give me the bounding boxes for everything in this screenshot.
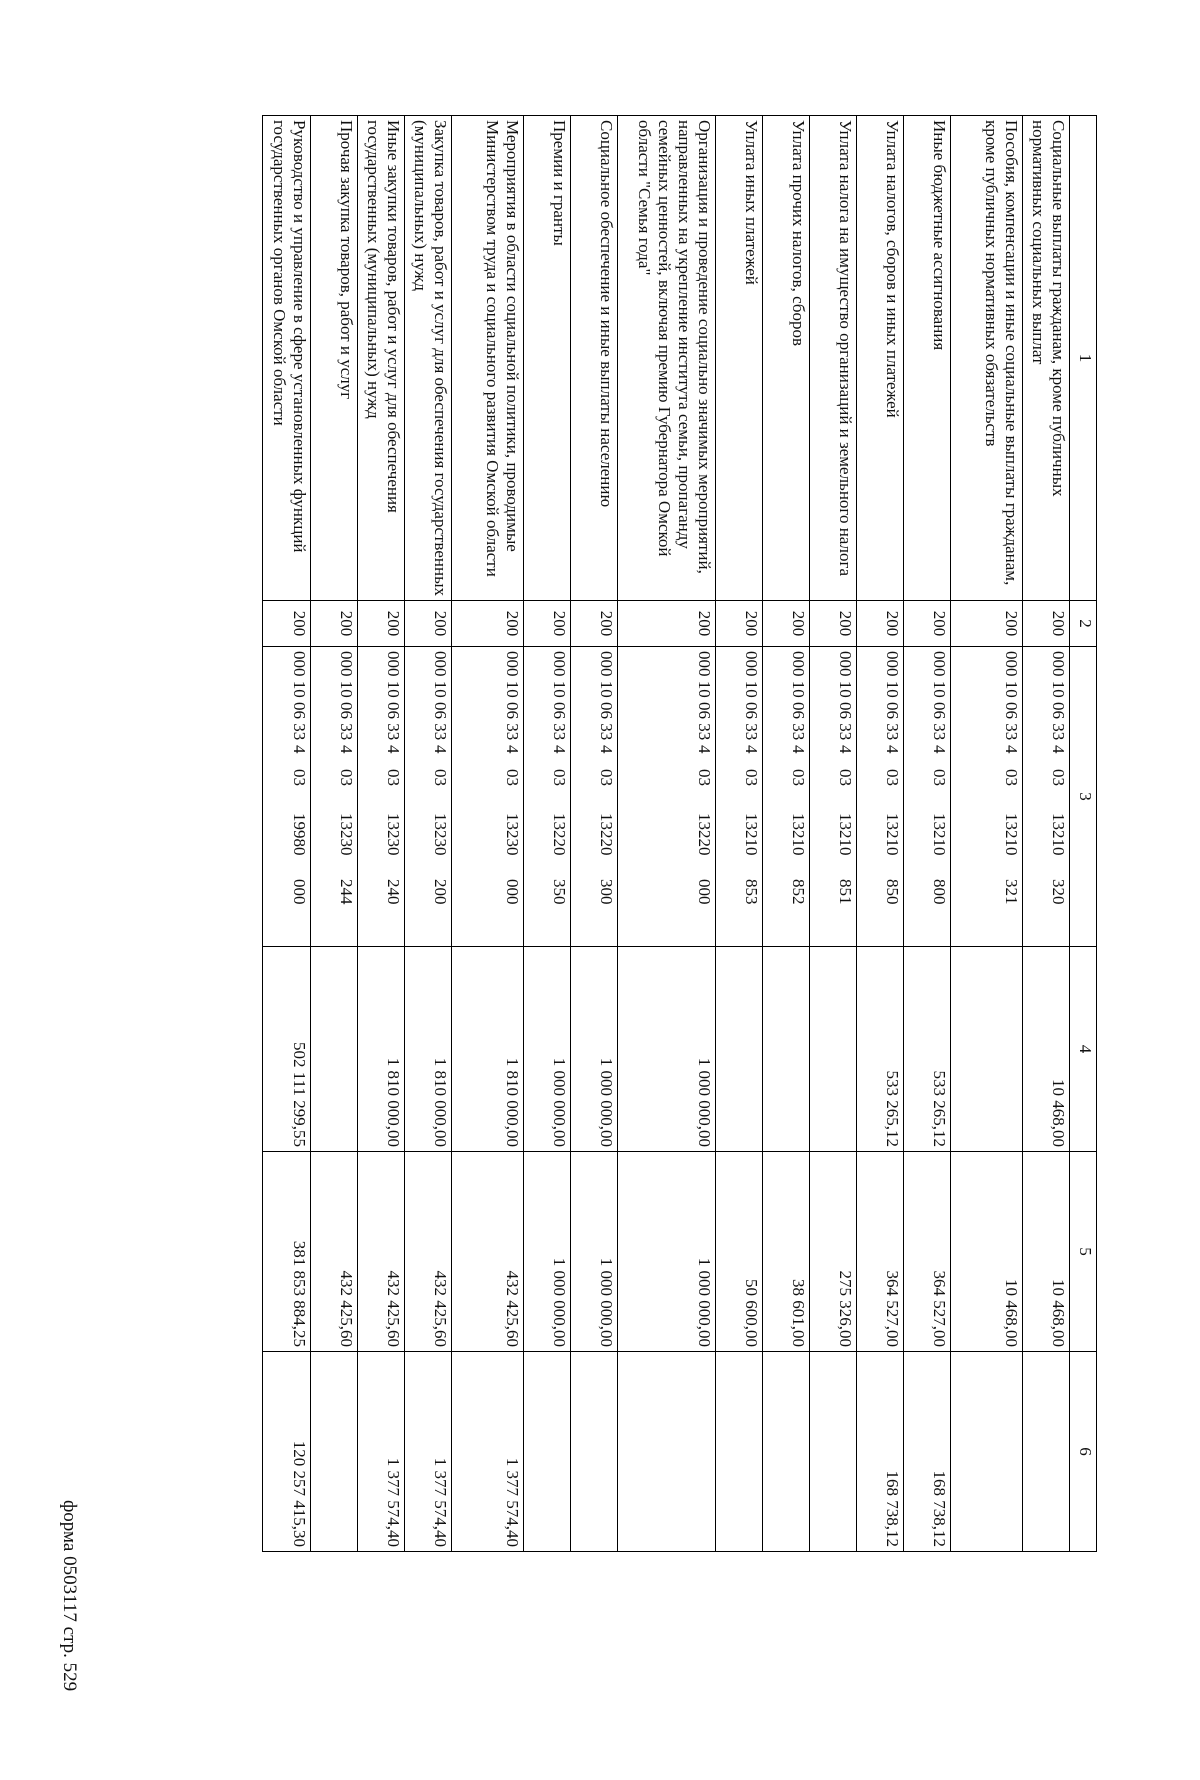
col-header-6: 6 bbox=[1070, 1352, 1097, 1552]
row-classification-code bbox=[618, 647, 716, 947]
row-col6-value: 120 257 415,30 bbox=[263, 1352, 311, 1552]
row-name: Руководство и управление в сфере установленных функций государственных органов Омской области bbox=[263, 116, 311, 601]
row-classification-code bbox=[857, 647, 904, 947]
code-segment: 4 bbox=[431, 745, 450, 754]
code-segment: 4 bbox=[789, 745, 808, 754]
code-segment: 000 10 06 33 bbox=[1002, 651, 1021, 741]
code-segment: 000 10 06 33 bbox=[503, 651, 522, 741]
row-classification-code bbox=[524, 647, 571, 947]
code-segment: 321 bbox=[1002, 879, 1021, 905]
row-col6-value: 1 377 574,40 bbox=[452, 1352, 524, 1552]
code-segment: 000 10 06 33 bbox=[550, 651, 569, 741]
row-col5-value: 432 425,60 bbox=[311, 1152, 358, 1352]
row-classification-code bbox=[904, 647, 951, 947]
row-line-code: 200 bbox=[263, 601, 311, 647]
row-col5-value: 364 527,00 bbox=[857, 1152, 904, 1352]
code-segment: 240 bbox=[384, 879, 403, 905]
col-header-5: 5 bbox=[1070, 1152, 1097, 1352]
code-segment: 300 bbox=[597, 879, 616, 905]
code-segment: 03 bbox=[290, 769, 309, 786]
row-line-code: 200 bbox=[452, 601, 524, 647]
row-line-code: 200 bbox=[1023, 601, 1070, 647]
table-row bbox=[263, 116, 311, 1552]
row-line-code: 200 bbox=[571, 601, 618, 647]
table-row bbox=[618, 116, 716, 1552]
row-col4-value: 1 810 000,00 bbox=[358, 947, 405, 1152]
row-col6-value bbox=[571, 1352, 618, 1552]
row-col4-value: 533 265,12 bbox=[904, 947, 951, 1152]
code-segment: 000 10 06 33 bbox=[695, 651, 714, 741]
code-segment: 03 bbox=[337, 769, 356, 786]
row-line-code: 200 bbox=[311, 601, 358, 647]
row-col6-value bbox=[618, 1352, 716, 1552]
form-label: форма 0503117 стр. 529 bbox=[59, 1500, 80, 1692]
row-col5-value: 364 527,00 bbox=[904, 1152, 951, 1352]
code-segment: 4 bbox=[930, 745, 949, 754]
table-row bbox=[763, 116, 810, 1552]
code-segment: 4 bbox=[290, 745, 309, 754]
row-col6-value bbox=[311, 1352, 358, 1552]
code-segment: 03 bbox=[883, 769, 902, 786]
row-col4-value: 1 810 000,00 bbox=[405, 947, 452, 1152]
row-col4-value bbox=[763, 947, 810, 1152]
row-name: Социальные выплаты гражданам, кроме публичных нормативных социальных выплат bbox=[1023, 116, 1070, 601]
code-segment: 4 bbox=[695, 745, 714, 754]
row-col6-value: 168 738,12 bbox=[904, 1352, 951, 1552]
code-segment: 4 bbox=[384, 745, 403, 754]
row-col5-value: 1 000 000,00 bbox=[618, 1152, 716, 1352]
row-col5-value: 1 000 000,00 bbox=[571, 1152, 618, 1352]
row-col4-value bbox=[311, 947, 358, 1152]
row-col4-value: 1 810 000,00 bbox=[452, 947, 524, 1152]
row-col5-value: 432 425,60 bbox=[358, 1152, 405, 1352]
row-name: Уплата иных платежей bbox=[716, 116, 763, 601]
code-segment: 000 bbox=[290, 879, 309, 905]
row-line-code: 200 bbox=[857, 601, 904, 647]
code-segment: 03 bbox=[836, 769, 855, 786]
table-row bbox=[311, 116, 358, 1552]
code-segment: 03 bbox=[1002, 769, 1021, 786]
code-segment: 850 bbox=[883, 879, 902, 905]
row-col6-value bbox=[810, 1352, 857, 1552]
row-line-code: 200 bbox=[810, 601, 857, 647]
row-name: Закупка товаров, работ и услуг для обеспечения государственных (муниципальных) нужд bbox=[405, 116, 452, 601]
code-segment: 853 bbox=[742, 879, 761, 905]
row-classification-code bbox=[571, 647, 618, 947]
row-col6-value: 168 738,12 bbox=[857, 1352, 904, 1552]
code-segment: 000 10 06 33 bbox=[384, 651, 403, 741]
code-segment: 13220 bbox=[597, 813, 616, 856]
code-segment: 13210 bbox=[742, 813, 761, 856]
code-segment: 13210 bbox=[789, 813, 808, 856]
code-segment: 03 bbox=[742, 769, 761, 786]
row-classification-code bbox=[452, 647, 524, 947]
code-segment: 13210 bbox=[930, 813, 949, 856]
row-name: Мероприятия в области социальной политики, проводимые Министерством труда и социального развития Омской области bbox=[452, 116, 524, 601]
row-name: Уплата налога на имущество организаций и земельного налога bbox=[810, 116, 857, 601]
row-classification-code bbox=[263, 647, 311, 947]
code-segment: 13230 bbox=[503, 813, 522, 856]
code-segment: 03 bbox=[930, 769, 949, 786]
row-classification-code bbox=[311, 647, 358, 947]
code-segment: 19980 bbox=[290, 813, 309, 856]
code-segment: 000 10 06 33 bbox=[883, 651, 902, 741]
code-segment: 4 bbox=[550, 745, 569, 754]
code-segment: 13210 bbox=[1002, 813, 1021, 856]
row-line-code: 200 bbox=[904, 601, 951, 647]
row-col5-value: 275 326,00 bbox=[810, 1152, 857, 1352]
row-col5-value: 432 425,60 bbox=[405, 1152, 452, 1352]
code-segment: 13210 bbox=[1049, 813, 1068, 856]
row-line-code: 200 bbox=[951, 601, 1023, 647]
code-segment: 000 10 06 33 bbox=[431, 651, 450, 741]
row-col4-value: 1 000 000,00 bbox=[618, 947, 716, 1152]
row-col5-value: 432 425,60 bbox=[452, 1152, 524, 1352]
row-col5-value: 10 468,00 bbox=[951, 1152, 1023, 1352]
code-segment: 000 bbox=[695, 879, 714, 905]
row-col5-value: 38 601,00 bbox=[763, 1152, 810, 1352]
table-row bbox=[452, 116, 524, 1552]
header-row bbox=[1070, 116, 1097, 1552]
row-col6-value bbox=[716, 1352, 763, 1552]
code-segment: 03 bbox=[789, 769, 808, 786]
col-header-2: 2 bbox=[1070, 601, 1097, 647]
code-segment: 4 bbox=[503, 745, 522, 754]
row-line-code: 200 bbox=[524, 601, 571, 647]
row-classification-code bbox=[358, 647, 405, 947]
row-col6-value: 1 377 574,40 bbox=[405, 1352, 452, 1552]
table-row bbox=[716, 116, 763, 1552]
code-segment: 03 bbox=[597, 769, 616, 786]
row-name: Иные бюджетные ассигнования bbox=[904, 116, 951, 601]
col-header-3: 3 bbox=[1070, 647, 1097, 947]
row-name: Уплата налогов, сборов и иных платежей bbox=[857, 116, 904, 601]
row-col4-value: 1 000 000,00 bbox=[571, 947, 618, 1152]
row-col5-value: 381 853 884,25 bbox=[263, 1152, 311, 1352]
row-classification-code bbox=[405, 647, 452, 947]
row-name: Пособия, компенсации и иные социальные выплаты гражданам, кроме публичных нормативных обязательств bbox=[951, 116, 1023, 601]
col-header-4: 4 bbox=[1070, 947, 1097, 1152]
row-col4-value bbox=[716, 947, 763, 1152]
row-col4-value: 10 468,00 bbox=[1023, 947, 1070, 1152]
row-col6-value bbox=[524, 1352, 571, 1552]
row-col6-value bbox=[763, 1352, 810, 1552]
table-row bbox=[810, 116, 857, 1552]
code-segment: 13230 bbox=[431, 813, 450, 856]
code-segment: 13210 bbox=[836, 813, 855, 856]
code-segment: 000 10 06 33 bbox=[290, 651, 309, 741]
table-row bbox=[857, 116, 904, 1552]
code-segment: 4 bbox=[883, 745, 902, 754]
code-segment: 13210 bbox=[883, 813, 902, 856]
table-row bbox=[405, 116, 452, 1552]
row-line-code: 200 bbox=[763, 601, 810, 647]
table-row bbox=[951, 116, 1023, 1552]
row-classification-code bbox=[1023, 647, 1070, 947]
code-segment: 000 10 06 33 bbox=[742, 651, 761, 741]
code-segment: 852 bbox=[789, 879, 808, 905]
code-segment: 03 bbox=[384, 769, 403, 786]
code-segment: 4 bbox=[1049, 745, 1068, 754]
code-segment: 800 bbox=[930, 879, 949, 905]
code-segment: 4 bbox=[337, 745, 356, 754]
code-segment: 03 bbox=[503, 769, 522, 786]
code-segment: 03 bbox=[1049, 769, 1068, 786]
code-segment: 4 bbox=[597, 745, 616, 754]
table-row bbox=[1023, 116, 1070, 1552]
budget-table bbox=[262, 115, 1097, 1552]
code-segment: 000 10 06 33 bbox=[337, 651, 356, 741]
code-segment: 200 bbox=[431, 879, 450, 905]
row-classification-code bbox=[810, 647, 857, 947]
col-header-1: 1 bbox=[1070, 116, 1097, 601]
code-segment: 03 bbox=[695, 769, 714, 786]
row-classification-code bbox=[951, 647, 1023, 947]
row-name: Организация и проведение социально значимых мероприятий, направленных на укрепление института семьи, пропаганду семейных ценностей, включая премию Губернатора Омской области "Семья года" bbox=[618, 116, 716, 601]
code-segment: 320 bbox=[1049, 879, 1068, 905]
row-line-code: 200 bbox=[716, 601, 763, 647]
table-row bbox=[358, 116, 405, 1552]
row-name: Премии и гранты bbox=[524, 116, 571, 601]
code-segment: 03 bbox=[550, 769, 569, 786]
row-col5-value: 1 000 000,00 bbox=[524, 1152, 571, 1352]
code-segment: 000 bbox=[503, 879, 522, 905]
code-segment: 13220 bbox=[550, 813, 569, 856]
code-segment: 03 bbox=[431, 769, 450, 786]
row-name: Иные закупки товаров, работ и услуг для обеспечения государственных (муниципальных) нужд bbox=[358, 116, 405, 601]
code-segment: 4 bbox=[742, 745, 761, 754]
code-segment: 000 10 06 33 bbox=[789, 651, 808, 741]
table-row bbox=[524, 116, 571, 1552]
row-col6-value bbox=[1023, 1352, 1070, 1552]
row-line-code: 200 bbox=[358, 601, 405, 647]
row-col4-value: 533 265,12 bbox=[857, 947, 904, 1152]
row-name: Уплата прочих налогов, сборов bbox=[763, 116, 810, 601]
table-row bbox=[571, 116, 618, 1552]
code-segment: 000 10 06 33 bbox=[597, 651, 616, 741]
row-name: Прочая закупка товаров, работ и услуг bbox=[311, 116, 358, 601]
row-name: Социальное обеспечение и иные выплаты населению bbox=[571, 116, 618, 601]
row-col5-value: 10 468,00 bbox=[1023, 1152, 1070, 1352]
row-col4-value bbox=[810, 947, 857, 1152]
row-col5-value: 50 600,00 bbox=[716, 1152, 763, 1352]
code-segment: 4 bbox=[836, 745, 855, 754]
row-classification-code bbox=[763, 647, 810, 947]
row-line-code: 200 bbox=[405, 601, 452, 647]
code-segment: 000 10 06 33 bbox=[836, 651, 855, 741]
row-col4-value bbox=[951, 947, 1023, 1152]
code-segment: 851 bbox=[836, 879, 855, 905]
code-segment: 350 bbox=[550, 879, 569, 905]
code-segment: 244 bbox=[337, 879, 356, 905]
code-segment: 000 10 06 33 bbox=[930, 651, 949, 741]
row-col4-value: 1 000 000,00 bbox=[524, 947, 571, 1152]
row-col6-value bbox=[951, 1352, 1023, 1552]
row-line-code: 200 bbox=[618, 601, 716, 647]
table-row bbox=[904, 116, 951, 1552]
row-col6-value: 1 377 574,40 bbox=[358, 1352, 405, 1552]
code-segment: 13230 bbox=[384, 813, 403, 856]
code-segment: 13220 bbox=[695, 813, 714, 856]
code-segment: 000 10 06 33 bbox=[1049, 651, 1068, 741]
code-segment: 4 bbox=[1002, 745, 1021, 754]
row-col4-value: 502 111 299,55 bbox=[263, 947, 311, 1152]
row-classification-code bbox=[716, 647, 763, 947]
code-segment: 13230 bbox=[337, 813, 356, 856]
